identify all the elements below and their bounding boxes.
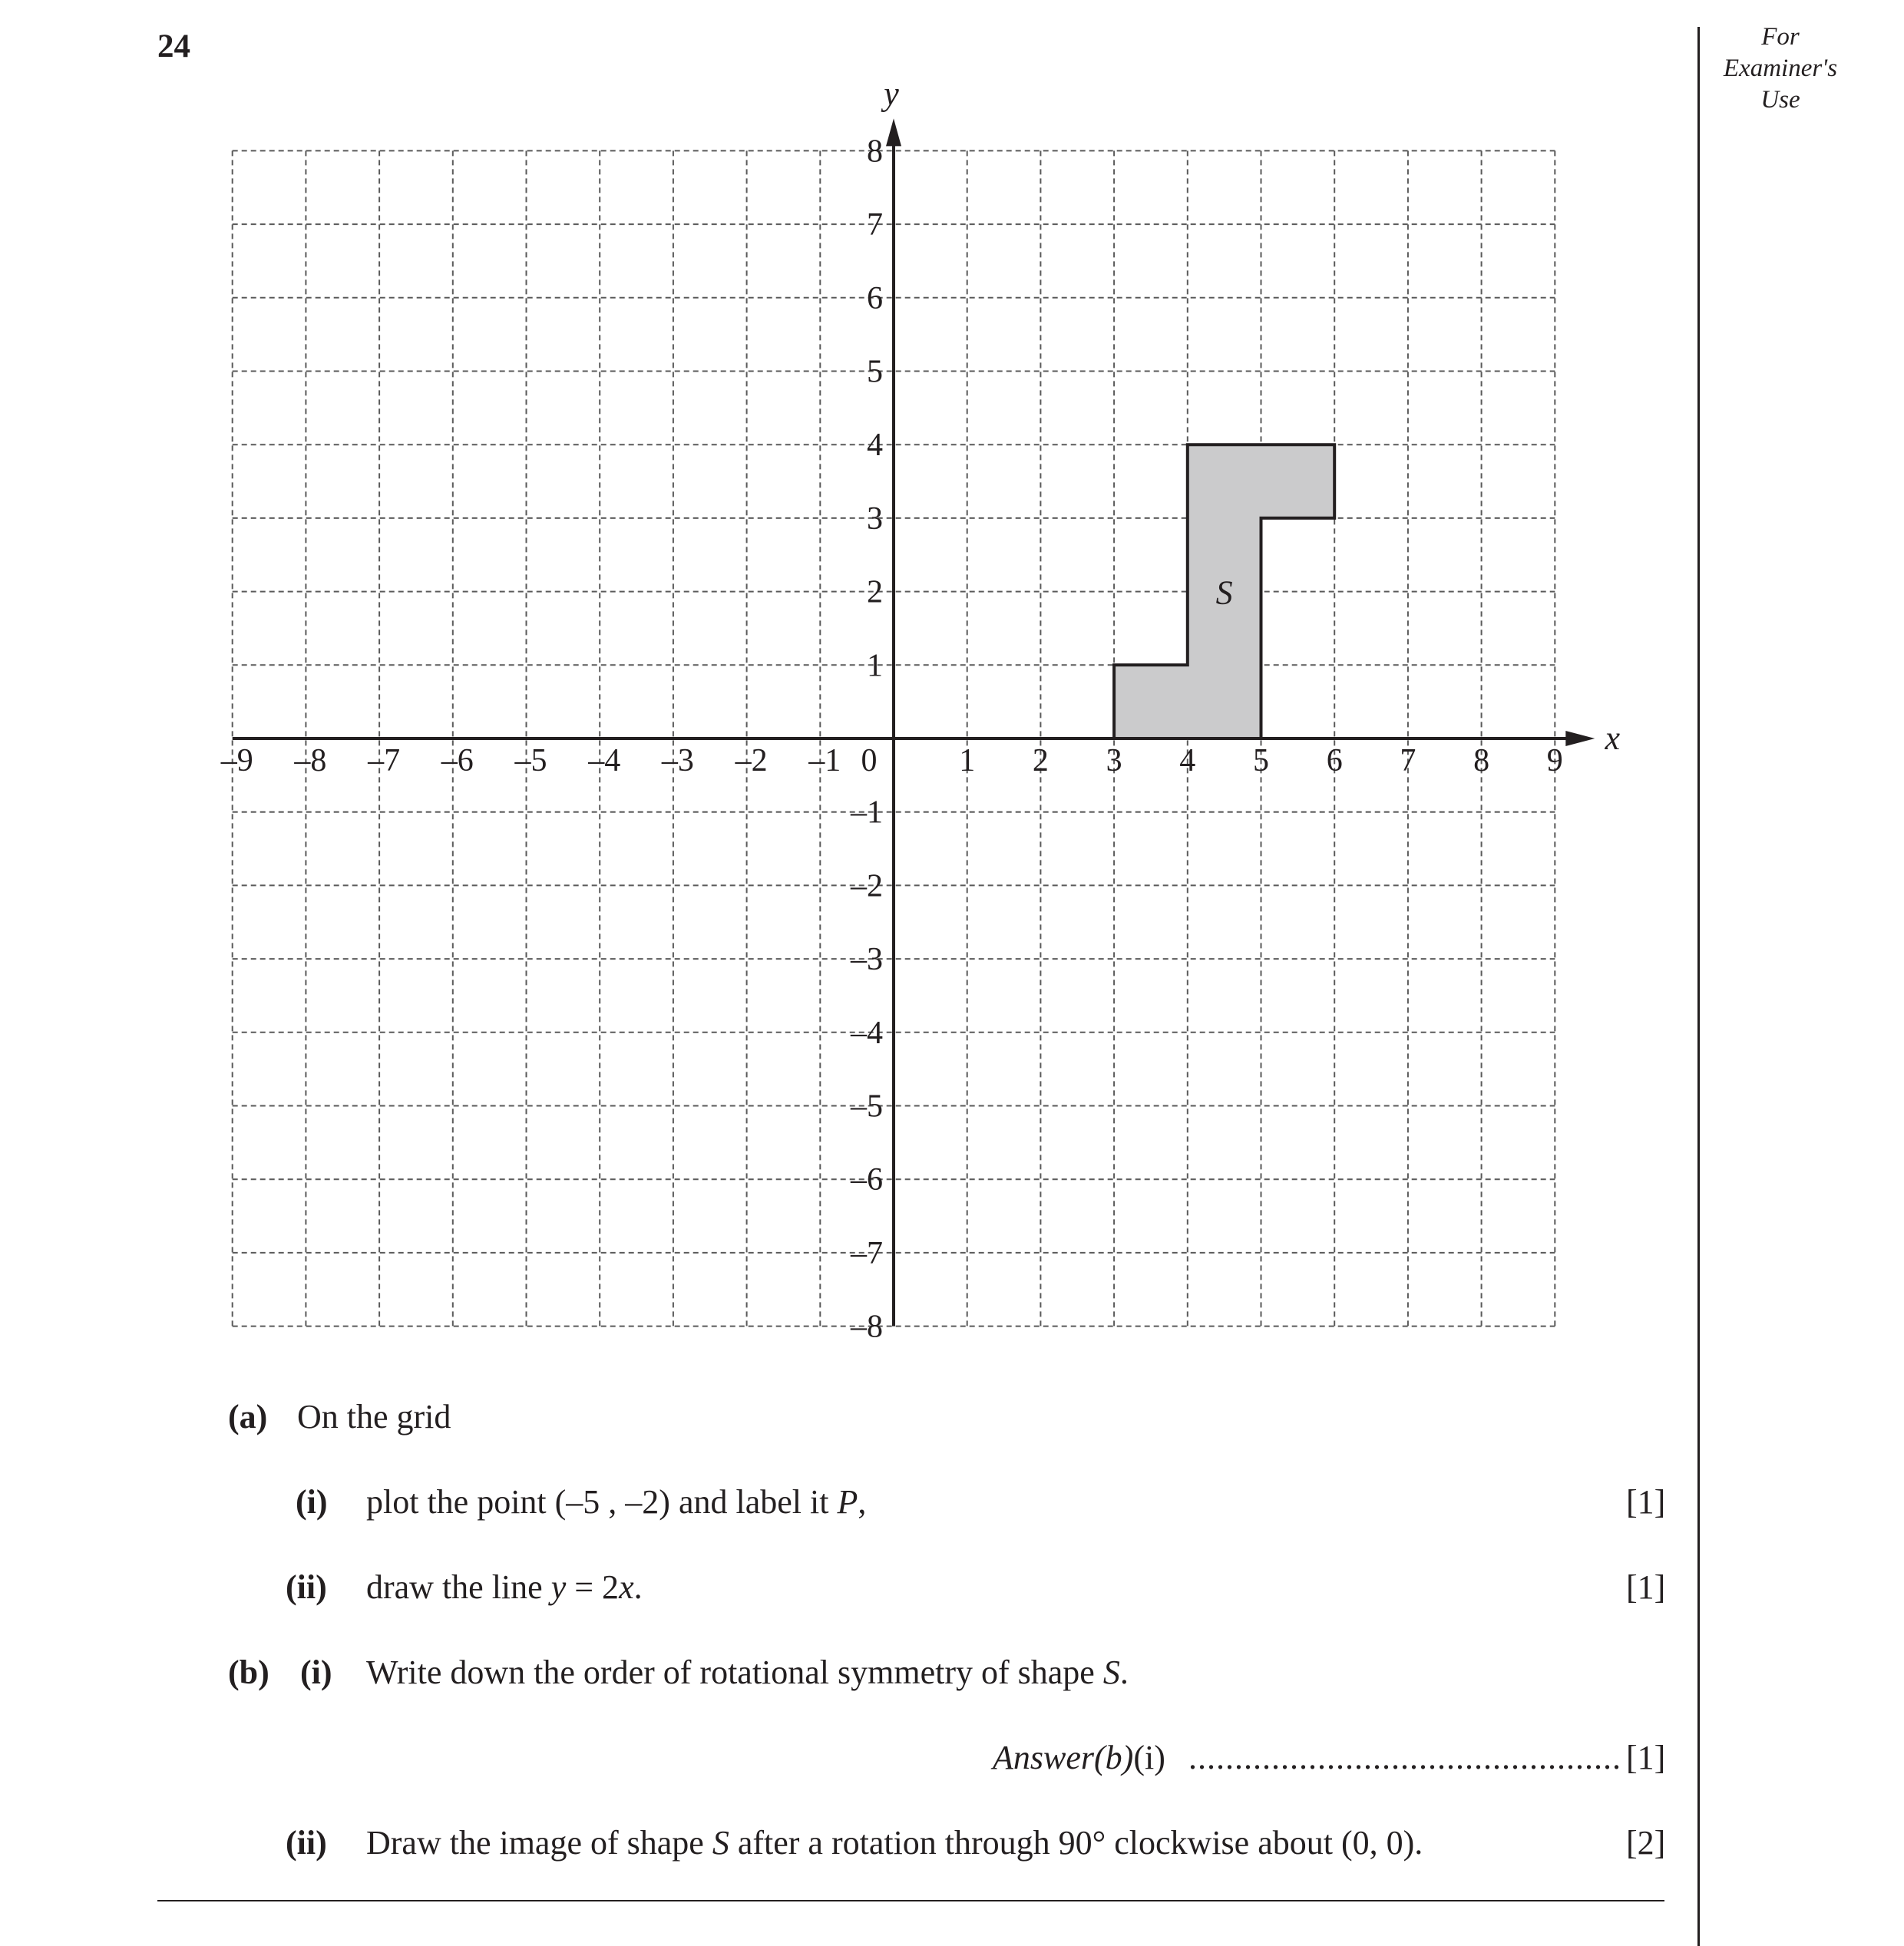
y-tick-label: –8	[851, 1309, 883, 1345]
x-tick-label: –8	[294, 743, 327, 778]
x-tick-label: 1	[959, 743, 976, 778]
point-p-var: P	[837, 1483, 858, 1521]
y-axis-arrow	[886, 118, 901, 146]
y-tick-label: 2	[867, 574, 883, 610]
eq-y: y	[550, 1568, 567, 1606]
answer-label-italic: Answer(b)	[993, 1739, 1134, 1776]
x-tick-label: 8	[1473, 743, 1490, 778]
x-tick-label: –5	[514, 743, 547, 778]
bottom-rule	[157, 1900, 1664, 1901]
examiner-note-line: Examiner's	[1723, 55, 1838, 82]
part-b-ii-label: (ii)	[286, 1824, 327, 1862]
y-tick-label: 1	[867, 648, 883, 684]
x-tick-label: 0	[861, 743, 878, 778]
part-b-i-label: (i)	[300, 1654, 332, 1691]
x-tick-label: –3	[661, 743, 694, 778]
y-tick-label: –6	[851, 1162, 883, 1198]
x-axis-label: x	[1605, 719, 1621, 757]
answer-b-i-label	[993, 1741, 1165, 1775]
part-a-ii-text	[366, 1568, 643, 1606]
answer-label-plain: (i)	[1133, 1739, 1165, 1776]
part-b-i-text-2: .	[1119, 1654, 1129, 1691]
part-a-i-label: (i)	[296, 1483, 328, 1521]
y-tick-label: 8	[867, 134, 883, 170]
part-a-i-text	[366, 1485, 866, 1519]
eq-mid: = 2	[566, 1568, 620, 1606]
shape-s-var: S	[712, 1824, 729, 1862]
x-tick-label: 5	[1253, 743, 1269, 778]
part-b-i-text-1: Write down the order of rotational symmetry of shape	[366, 1654, 1103, 1691]
part-a-ii-text-1: draw the line	[366, 1568, 551, 1606]
x-tick-label: –7	[368, 743, 401, 778]
y-tick-label: 6	[867, 280, 883, 316]
examiner-note-line: For	[1761, 23, 1800, 51]
part-b-ii-text-1: Draw the image of shape	[366, 1824, 712, 1862]
y-tick-label: –7	[851, 1235, 883, 1271]
part-a-ii-text-2: .	[633, 1568, 643, 1606]
part-b-ii-text-2: after a rotation through 90° clockwise about (0, 0).	[729, 1824, 1423, 1862]
x-tick-label: 2	[1032, 743, 1049, 778]
y-axis-label: y	[884, 74, 899, 113]
y-tick-label: –4	[851, 1015, 883, 1051]
x-tick-label: –4	[588, 743, 621, 778]
y-tick-label: –1	[851, 795, 883, 831]
x-tick-label: 9	[1546, 743, 1563, 778]
x-tick-label: 7	[1400, 743, 1416, 778]
y-tick-label: –2	[851, 868, 883, 904]
shape-s-var: S	[1102, 1654, 1120, 1691]
axes-layer	[233, 74, 1621, 1326]
answer-b-i-field[interactable]: ...............................................	[1188, 1739, 1621, 1776]
part-a-text: On the grid	[297, 1398, 451, 1436]
mark-a-ii: [1]	[1626, 1568, 1666, 1606]
mark-b-ii: [2]	[1626, 1824, 1666, 1862]
part-b-i-text	[366, 1656, 1129, 1690]
examiner-note-line: Use	[1760, 86, 1800, 114]
y-tick-label: –5	[851, 1089, 883, 1125]
part-a-label: (a)	[228, 1398, 268, 1436]
part-a-ii-label: (ii)	[286, 1568, 327, 1606]
page-number: 24	[157, 28, 190, 64]
mark-b-i: [1]	[1626, 1739, 1666, 1776]
x-tick-label: 4	[1179, 743, 1196, 778]
x-axis-arrow	[1565, 731, 1595, 746]
part-a-i-text-1: plot the point (–5 , –2) and label it	[366, 1483, 838, 1521]
x-tick-label: –1	[808, 743, 841, 778]
y-tick-label: 5	[867, 354, 883, 390]
part-b-label: (b)	[228, 1654, 269, 1691]
y-tick-label: –3	[851, 942, 883, 978]
y-tick-label: 7	[867, 207, 883, 243]
part-a-i-text-2: ,	[858, 1483, 867, 1521]
shape-s-label: S	[1215, 573, 1233, 612]
eq-x: x	[619, 1568, 634, 1606]
x-tick-label: 3	[1106, 743, 1122, 778]
x-tick-label: 6	[1326, 743, 1343, 778]
x-tick-label: –2	[735, 743, 768, 778]
part-b-ii-text	[366, 1826, 1423, 1860]
x-tick-label: –9	[220, 743, 253, 778]
y-tick-label: 3	[867, 501, 883, 537]
x-tick-label: –6	[441, 743, 474, 778]
mark-a-i: [1]	[1626, 1483, 1666, 1521]
y-tick-label: 4	[867, 428, 883, 464]
